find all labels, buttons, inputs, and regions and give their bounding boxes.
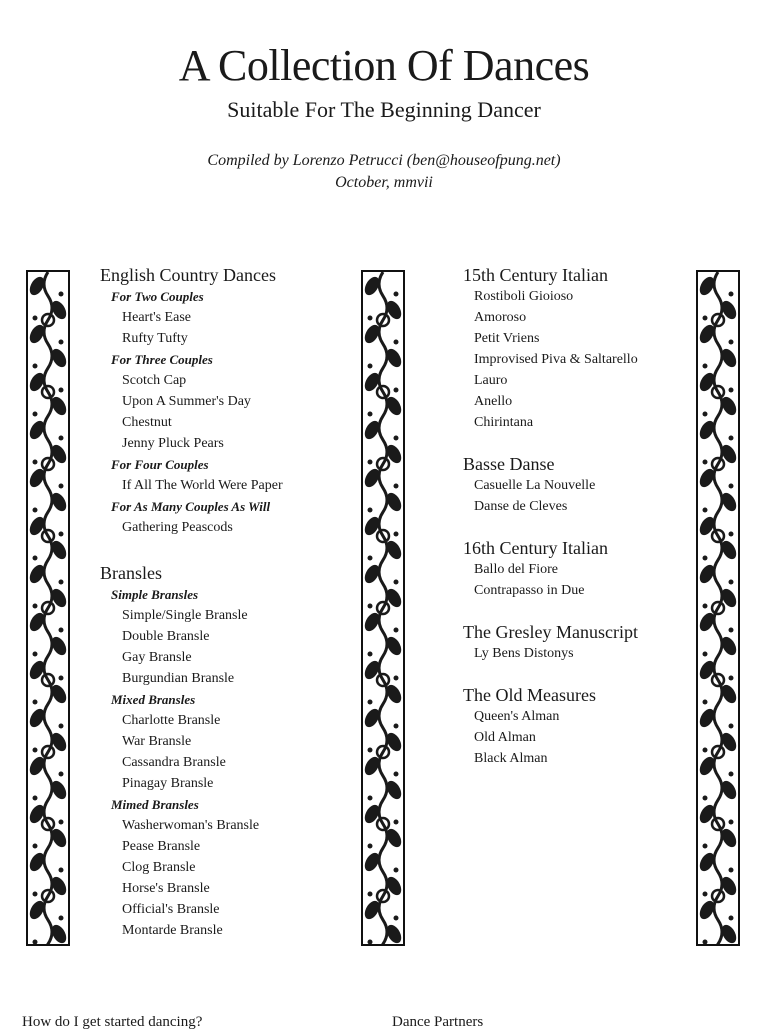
- ornament-dot: [729, 820, 734, 825]
- ornament-dot: [729, 628, 734, 633]
- section-title: The Gresley Manuscript: [463, 622, 638, 642]
- dance-item: Casuelle La Nouvelle: [474, 478, 596, 493]
- ornament-dot: [729, 580, 734, 585]
- dance-item: Jenny Pluck Pears: [122, 436, 224, 451]
- ornament-dot: [703, 316, 708, 321]
- subheading: For Two Couples: [111, 289, 204, 304]
- ornament-dot: [729, 772, 734, 777]
- dance-item: Ly Bens Distonys: [474, 646, 574, 661]
- ornament-dot: [59, 340, 64, 345]
- ornament-dot: [729, 916, 734, 921]
- ornament-dot: [729, 676, 734, 681]
- ornament-dot: [368, 940, 373, 945]
- ornament-dot: [729, 388, 734, 393]
- dance-item: Chestnut: [122, 415, 172, 430]
- dance-item: Old Alman: [474, 730, 536, 745]
- ornament-dot: [59, 820, 64, 825]
- ornament-dot: [368, 556, 373, 561]
- ornament-dot: [33, 316, 38, 321]
- ornament-dot: [59, 436, 64, 441]
- subheading: For As Many Couples As Will: [111, 499, 271, 514]
- ornament-dot: [703, 892, 708, 897]
- ornament-dot: [59, 580, 64, 585]
- ornament-dot: [729, 292, 734, 297]
- dance-item: Anello: [474, 394, 513, 409]
- ornamental-border-left: [26, 270, 70, 946]
- dance-item: Rostiboli Gioioso: [474, 289, 574, 304]
- ornament-dot: [368, 508, 373, 513]
- dance-item: Queen's Alman: [474, 709, 560, 724]
- footer-heading-dance-partners: Dance Partners: [392, 1014, 484, 1030]
- ornament-dot: [394, 868, 399, 873]
- ornament-dot: [703, 748, 708, 753]
- dance-item: Scotch Cap: [122, 373, 187, 388]
- right-column: [463, 264, 683, 769]
- ornament-dot: [33, 556, 38, 561]
- ornament-dot: [394, 292, 399, 297]
- dance-item: Ballo del Fiore: [474, 562, 558, 577]
- section-spacer: [463, 517, 683, 537]
- ornament-dot: [729, 436, 734, 441]
- ornament-dot: [729, 868, 734, 873]
- section-title: Basse Danse: [463, 454, 555, 474]
- dance-item: Heart's Ease: [122, 310, 191, 325]
- ornament-dot: [729, 484, 734, 489]
- ornament-dot: [394, 484, 399, 489]
- subheading: Simple Bransles: [111, 587, 199, 602]
- ornament-dot: [703, 652, 708, 657]
- ornament-dot: [33, 940, 38, 945]
- dance-item: Simple/Single Bransle: [122, 608, 248, 623]
- subheading: Mixed Bransles: [111, 692, 196, 707]
- ornamental-border-center: [361, 270, 405, 946]
- ornament-dot: [703, 940, 708, 945]
- dance-item: Gathering Peascods: [122, 520, 233, 535]
- ornament-dot: [394, 340, 399, 345]
- ornament-dot: [394, 436, 399, 441]
- ornament-dot: [368, 700, 373, 705]
- ornament-dot: [59, 916, 64, 921]
- ornament-dot: [33, 844, 38, 849]
- section-gresley-manuscript: [463, 621, 683, 664]
- ornament-dot: [394, 628, 399, 633]
- ornament-vine-pattern: [28, 272, 68, 944]
- dance-item: Amoroso: [474, 310, 527, 325]
- dance-item: Lauro: [474, 373, 508, 388]
- ornament-dot: [59, 628, 64, 633]
- ornament-dot: [33, 796, 38, 801]
- ornament-dot: [394, 580, 399, 585]
- ornament-dot: [368, 844, 373, 849]
- section-english-country-dances: [100, 264, 350, 538]
- document-title: A Collection Of Dances: [178, 41, 590, 90]
- ornament-dot: [368, 460, 373, 465]
- dance-item: Horse's Bransle: [122, 881, 210, 896]
- section-spacer: [100, 538, 350, 562]
- ornament-dot: [59, 388, 64, 393]
- ornament-dot: [394, 676, 399, 681]
- ornament-dot: [59, 484, 64, 489]
- dance-item: Rufty Tufty: [122, 331, 188, 346]
- ornamental-border-right: [696, 270, 740, 946]
- dance-item: Contrapasso in Due: [474, 583, 585, 598]
- ornament-dot: [394, 388, 399, 393]
- dance-item: Improvised Piva & Saltarello: [474, 352, 638, 367]
- ornament-dot: [703, 796, 708, 801]
- ornament-dot: [33, 508, 38, 513]
- ornament-dot: [368, 892, 373, 897]
- dance-item: Pease Bransle: [122, 839, 201, 854]
- ornament-dot: [729, 532, 734, 537]
- compiler-credit: Compiled by Lorenzo Petrucci (ben@houseofpung.net): [207, 152, 561, 169]
- section-16th-century-italian: [463, 537, 683, 601]
- ornament-dot: [394, 724, 399, 729]
- ornament-dot: [59, 724, 64, 729]
- ornament-dot: [33, 748, 38, 753]
- subheading: For Three Couples: [111, 352, 213, 367]
- dance-item: Washerwoman's Bransle: [122, 818, 260, 833]
- ornament-dot: [33, 460, 38, 465]
- section-title: The Old Measures: [463, 685, 596, 705]
- ornament-dot: [394, 532, 399, 537]
- ornament-dot: [729, 340, 734, 345]
- dance-item: Black Alman: [474, 751, 548, 766]
- ornament-dot: [703, 700, 708, 705]
- dance-item: Cassandra Bransle: [122, 755, 226, 770]
- ornament-dot: [33, 412, 38, 417]
- ornament-dot: [703, 364, 708, 369]
- ornament-dot: [59, 292, 64, 297]
- section-title: 15th Century Italian: [463, 265, 608, 285]
- section-title: 16th Century Italian: [463, 538, 608, 558]
- dance-item: Petit Vriens: [474, 331, 540, 346]
- dance-item: Upon A Summer's Day: [122, 394, 251, 409]
- section-title: English Country Dances: [100, 265, 276, 285]
- ornament-dot: [729, 724, 734, 729]
- ornament-dot: [33, 700, 38, 705]
- ornament-vine-pattern: [698, 272, 738, 944]
- ornament-dot: [59, 772, 64, 777]
- dance-item: Clog Bransle: [122, 860, 196, 875]
- ornament-dot: [368, 748, 373, 753]
- dance-item: Danse de Cleves: [474, 499, 568, 514]
- ornament-dot: [33, 604, 38, 609]
- dance-item: Gay Bransle: [122, 650, 192, 665]
- ornament-dot: [703, 460, 708, 465]
- ornament-dot: [394, 820, 399, 825]
- ornament-dot: [59, 676, 64, 681]
- section-spacer: [463, 433, 683, 453]
- dance-item: Pinagay Bransle: [122, 776, 214, 791]
- compilation-date: October, mmvii: [335, 174, 433, 191]
- ornament-vine-pattern: [363, 272, 403, 944]
- dance-item: Official's Bransle: [122, 902, 220, 917]
- left-column: [100, 264, 350, 941]
- dance-item: Burgundian Bransle: [122, 671, 235, 686]
- ornament-dot: [368, 364, 373, 369]
- subheading: For Four Couples: [111, 457, 209, 472]
- section-basse-danse: [463, 453, 683, 517]
- ornament-dot: [394, 916, 399, 921]
- ornament-dot: [33, 892, 38, 897]
- section-15th-century-italian: [463, 264, 683, 433]
- subheading: Mimed Bransles: [111, 797, 199, 812]
- ornament-dot: [368, 604, 373, 609]
- ornament-dot: [703, 556, 708, 561]
- dance-item: Chirintana: [474, 415, 534, 430]
- footer-heading-getting-started: How do I get started dancing?: [22, 1014, 203, 1030]
- ornament-dot: [368, 652, 373, 657]
- section-title: Bransles: [100, 563, 162, 583]
- ornament-dot: [394, 772, 399, 777]
- ornament-dot: [703, 508, 708, 513]
- ornament-dot: [703, 844, 708, 849]
- ornament-dot: [703, 604, 708, 609]
- ornament-dot: [703, 412, 708, 417]
- ornament-dot: [368, 412, 373, 417]
- document-subtitle: Suitable For The Beginning Dancer: [227, 97, 541, 122]
- ornament-dot: [33, 364, 38, 369]
- ornament-dot: [33, 652, 38, 657]
- dance-item: Double Bransle: [122, 629, 210, 644]
- section-spacer: [463, 664, 683, 684]
- section-spacer: [463, 601, 683, 621]
- ornament-dot: [368, 316, 373, 321]
- section-old-measures: [463, 684, 683, 769]
- ornament-dot: [368, 796, 373, 801]
- ornament-dot: [59, 532, 64, 537]
- dance-item: Montarde Bransle: [122, 923, 223, 938]
- ornament-dot: [59, 868, 64, 873]
- dance-item: If All The World Were Paper: [122, 478, 283, 493]
- section-bransles: [100, 562, 350, 941]
- dance-item: Charlotte Bransle: [122, 713, 221, 728]
- document-header: [0, 40, 768, 194]
- dance-item: War Bransle: [122, 734, 192, 749]
